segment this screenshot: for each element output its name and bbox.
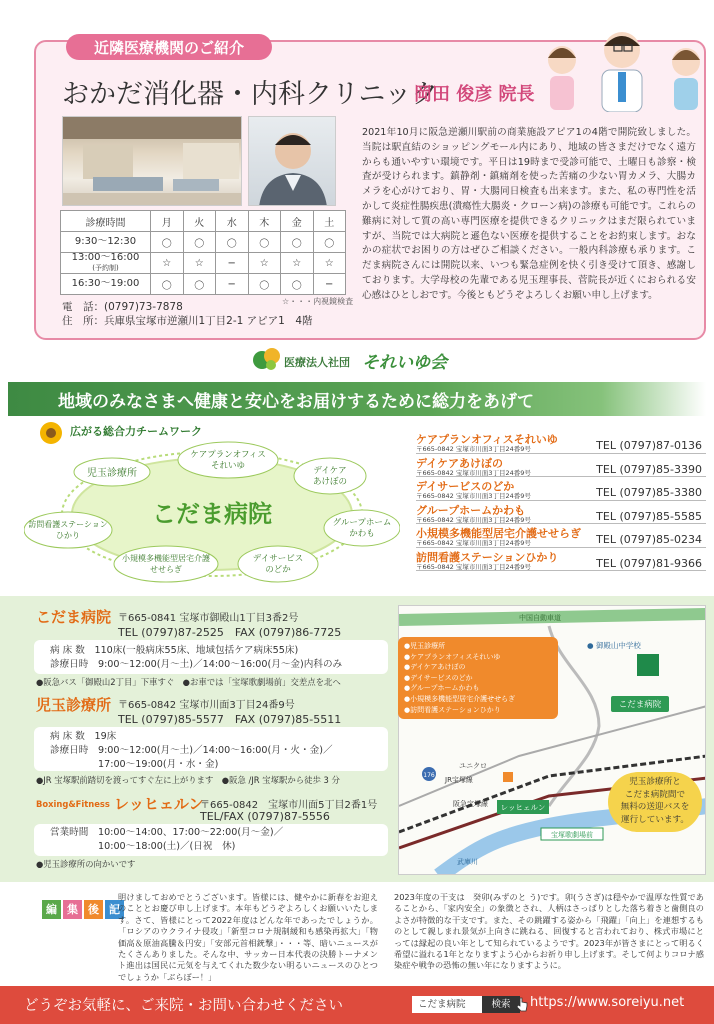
facility-item: [416, 524, 706, 548]
hours-mark: 〇: [151, 274, 184, 295]
diagram-node-label: デイケア: [313, 466, 347, 476]
doctor-portrait-photo: [248, 116, 336, 206]
hours-mark: ☆: [248, 253, 281, 274]
gym-hours-weekend: 10:00〜18:00(土)／(日祝 休): [98, 841, 236, 852]
hours-legend-note: ☆・・・内視鏡検査: [282, 297, 354, 306]
diagram-node: [178, 442, 278, 478]
diagram-node-label: デイサービス: [252, 554, 304, 564]
map-hankyu-label: 阪急宝塚線: [453, 800, 488, 808]
editor-tag-char: 編: [42, 900, 61, 919]
hours-header-cell: 木: [248, 211, 281, 232]
hours-mark: 〇: [216, 232, 249, 253]
clinic-doctor-name: 岡田 俊彦 院長: [414, 84, 535, 105]
facility-address: 〒665-0842 宝塚市川面3丁目24番9号: [416, 492, 531, 500]
kodama-details: [50, 644, 342, 672]
hours-time-cell: [61, 253, 151, 274]
nurse-left-illustration: [548, 46, 576, 110]
diagram-node-label: 小規模多機能型居宅介護: [122, 554, 210, 563]
diagram-node-label: グループホーム: [332, 518, 392, 528]
hours-mark: −: [313, 274, 346, 295]
hours-row: [61, 274, 346, 295]
hours-time: 13:00〜16:00: [71, 252, 140, 263]
clinic-address: 兵庫県宝塚市逆瀬川1丁目2-1 アピア1 4階: [104, 315, 313, 327]
map-uniqlo-label: ユニクロ: [459, 762, 487, 770]
facility-item: [416, 430, 706, 454]
pointer-hand-icon: [516, 996, 528, 1012]
hours-time-cell: [61, 274, 151, 295]
facility-item: [416, 501, 706, 525]
facility-tel[interactable]: TEL (0797)85-3380: [596, 486, 702, 499]
hours-mark: 〇: [151, 232, 184, 253]
map-list-item: ●訪問看護ステーションひかり: [404, 705, 501, 714]
corporation-type-label: 医療法人社団: [284, 356, 350, 369]
hours-time: 9:30〜12:30: [74, 236, 137, 247]
facility-tel[interactable]: TEL (0797)85-3390: [596, 462, 702, 476]
kojima-hours: 診療日時 9:00〜12:00(月〜土)／14:00〜16:00(月・火・金)／: [50, 745, 333, 756]
facility-tel[interactable]: TEL (0797)85-0234: [596, 533, 702, 546]
facility-item: [416, 454, 706, 478]
facility-address: 〒665-0842 宝塚市川面3丁目24番9号: [416, 445, 531, 453]
hours-mark: −: [216, 274, 249, 295]
map-hospital-label: こだま病院: [618, 700, 662, 710]
editor-note-title: [42, 898, 126, 919]
editor-note-right: 2023年度の干支は 癸卯(みずのと う)です。卯(うさぎ)は穏やかで温厚な性質であることから、「家内安全」の象徴とされ、人柄はさっぱりとした落ち着きと歯側良のよさが特徴的な干支です。また、その跳躍する姿から「飛躍」「向上」を連想するものとして親しまれ景気が上向きに跳ねる、回復すると言われており、株式市場にとっては縁起の良い年として知られているようです。2023年が皆さまにとって明るく希望に溢れる1年となりますよう心からお祈り申し上げます。そして何よりコロナ感染症や戦争の恐怖の無い年になりますように。: [394, 892, 704, 971]
footer-message: どうぞお気軽に、ご来院・お問い合わせください: [24, 998, 343, 1014]
shuttle-note-line: 運行しています。: [620, 814, 690, 825]
map-list-item: ●デイケアあけぼの: [404, 663, 466, 672]
diagram-center-label: こだま病院: [152, 500, 272, 528]
gym-hours-weekday: 営業時間 10:00〜14:00、17:00〜22:00(月〜金)／: [50, 827, 284, 838]
gym-type-label: Boxing&Fitness: [36, 799, 110, 809]
clinic-phone[interactable]: (0797)73-7878: [104, 301, 183, 313]
hours-header-cell: 金: [281, 211, 314, 232]
facility-tel[interactable]: TEL (0797)81-9366: [596, 556, 702, 570]
map-list-item: ●児玉診療所: [404, 642, 446, 650]
kojima-details: [50, 730, 333, 772]
clinic-phone-line: [62, 300, 313, 314]
search-button[interactable]: 検索: [482, 996, 520, 1013]
facility-name: ケアプランオフィスそれいゆ: [416, 433, 558, 446]
shuttle-note-line: 児玉診療所と: [629, 777, 681, 787]
gym-access: ●児玉診療所の向かいです: [36, 859, 136, 869]
facility-address: 〒665-0842 宝塚市川面3丁目24番9号: [416, 468, 531, 477]
hours-header-cell: 火: [183, 211, 216, 232]
clinic-contact: [62, 300, 313, 328]
hours-mark: 〇: [183, 232, 216, 253]
gym-tel-fax[interactable]: TEL/FAX (0797)87-5556: [200, 810, 330, 823]
editor-note-left: 明けましておめでとうございます。皆様には、健やかに新春をお迎えのこととお慶び申し上げます。本年もどうぞよろしくお願いいたします。さて、皆様にとって2022年度はどんな年であったでしょうか。「ロシアのウクライナ侵攻」「新型コロナ規制緩和も感染再拡大」「物価高＆原油高騰＆円安」「安部元首相銃撃」・・・等、暗いニュースがたくさんありました。そんな中、サッカー日本代表の決勝トーナメント進出は国民に元気を与えてくれた数少ない明るいニュースのひとつでしょうか「ぶらぼー！」: [118, 892, 378, 982]
kodama-access: ●阪急バス「御殿山2丁目」下車すぐ ●お車では「宝塚歌劇場前」交差点を北へ: [36, 677, 341, 687]
map-list-item: ●ケアプランオフィスそれいゆ: [404, 652, 501, 661]
website-url-link[interactable]: https://www.soreiyu.net: [530, 995, 685, 1010]
hours-row: [61, 253, 346, 274]
nurse-right-illustration: [672, 48, 700, 110]
map-list-item: ●小規模多機能型居宅介護せせらぎ: [404, 694, 516, 703]
facility-address: 〒665-0842 宝塚市川面3丁目24番9号: [416, 562, 531, 571]
hours-time-note: (予約制): [92, 264, 119, 272]
kojima-hours-evening: 17:00〜19:00(月・水・金): [98, 759, 219, 770]
hours-mark: ☆: [313, 253, 346, 274]
hours-time: 16:30〜19:00: [71, 278, 140, 289]
kojima-tel-fax[interactable]: TEL (0797)85-5577 FAX (0797)85-5511: [118, 713, 342, 726]
hours-mark: 〇: [248, 274, 281, 295]
map-school-label: ● 御殿山中学校: [587, 641, 641, 650]
hours-header-cell: 月: [151, 211, 184, 232]
facility-list: [416, 430, 706, 571]
mission-banner: 地域のみなさまへ健康と安心をお届けするために総力をあげて: [8, 382, 706, 416]
facility-address: 〒665-0842 宝塚市川面3丁目24番9号: [416, 539, 531, 547]
gym-name: レッヒェルン: [114, 795, 204, 813]
doctor-illustration: [602, 32, 642, 112]
diagram-node-label: 訪問看護ステーション: [28, 520, 108, 529]
map-theater-label: 宝塚歌劇場前: [551, 831, 593, 839]
hours-mark: −: [216, 253, 249, 274]
diagram-node-label: あけぼの: [312, 477, 348, 487]
hours-mark: 〇: [183, 274, 216, 295]
hours-header-row: [61, 211, 346, 232]
diagram-node-label: せせらぎ: [150, 565, 182, 574]
shuttle-note-line: 無料の送迎バスを: [620, 802, 690, 812]
facility-item: [416, 477, 706, 501]
map-facility-list: [398, 637, 558, 719]
diagram-node-label: かわも: [349, 529, 375, 539]
map-highway-label: 中国自動車道: [519, 614, 561, 622]
kodama-beds: 病 床 数 110床(一般病床55床、地域包括ケア病床55床): [50, 645, 299, 656]
hours-mark: 〇: [281, 274, 314, 295]
diagram-node-label: のどか: [265, 565, 291, 575]
gym-address: 〒665-0842 宝塚市川面5丁目2番1号: [200, 800, 378, 811]
diagram-node-label: 児玉診療所: [87, 468, 137, 479]
facility-address: 〒665-0842 宝塚市川面3丁目24番9号: [416, 515, 531, 524]
kodama-hospital-name: こだま病院: [36, 608, 112, 626]
hours-row: [61, 232, 346, 253]
hours-mark: ☆: [281, 253, 314, 274]
address-label: 住 所：: [62, 315, 104, 327]
editor-tag-char: 記: [105, 900, 124, 919]
clinic-hours-table: [60, 210, 346, 295]
facility-name: 訪問看護ステーションひかり: [416, 550, 559, 564]
diagram-node: [324, 510, 400, 546]
map-route-label: 176: [423, 772, 435, 779]
hours-mark: 〇: [313, 232, 346, 253]
clinic-description: 2021年10月に阪急逆瀬川駅前の商業施設アピア1の4階で開院致しました。当院は駅直結のショッピングモール内にあり、地域の皆さまだけでなく遠方からも通いやすい環境です。平日は19時まで受診可能で、土曜日も診察・検査が受けられます。鎮静剤・鎮痛剤を使った苦痛の少ない胃カメラ、大腸カメラを心がけており、胃・大腸同日検査も出来ます。また、私の専門性を活かして炎症性腸疾患(潰瘍性大腸炎・クローン病)の診療も可能です。これらの難病に対して質の高い専門医療を提供できるクリニックはまだ限られていますが、当院では大病院と遜色ない医療を提供することをお約束します。おなかの症状でお困りの方はぜひご相談ください。一般内科診療も承ります。こだま病院さんには開院以来、いつも緊急症例を快く引き受けて頂き、感謝しております。大学母校の先輩である児玉理事長、菅院長が近くにおられる安心感はひとしおです。今後ともどうぞよろしくお願い申し上げます。: [362, 127, 696, 301]
map-river-label: 武庫川: [457, 858, 478, 866]
hours-header-cell: 土: [313, 211, 346, 232]
phone-label: 電 話：: [62, 301, 104, 313]
hours-mark: 〇: [281, 232, 314, 253]
map-list-item: ●デイサービスのどか: [404, 673, 473, 682]
diagram-node-label: それいゆ: [210, 461, 246, 471]
hours-mark: ☆: [183, 253, 216, 274]
facility-name: グループホームかわも: [416, 503, 526, 517]
map-hospital-marker: [637, 654, 659, 676]
kodama-tel-fax[interactable]: TEL (0797)87-2525 FAX (0797)86-7725: [118, 626, 342, 639]
facility-item: [416, 548, 706, 572]
facility-name: 小規模多機能型居宅介護せせらぎ: [416, 527, 581, 540]
diagram-node: [74, 458, 150, 486]
hours-header-cell: 診療時間: [61, 211, 151, 232]
teamwork-diagram: [24, 438, 400, 586]
facility-name: デイケアあけぼの: [416, 456, 504, 470]
map-clinic-marker: [503, 772, 513, 782]
shuttle-note-line: こだま病院間で: [624, 789, 686, 800]
diagram-node: [24, 512, 112, 548]
search-input[interactable]: こだま病院: [412, 996, 482, 1013]
clinic-address-line: [62, 314, 313, 328]
diagram-node-label: ケアプランオフィス: [190, 450, 266, 460]
soreiyu-logo-icon: [252, 346, 282, 372]
hours-mark: ☆: [151, 253, 184, 274]
team-section-title: 広がる総合力チームワーク: [70, 425, 202, 438]
map-gym-label: レッヒェルン: [500, 803, 546, 812]
kodama-hours: 診療日時 9:00〜12:00(月〜土)／14:00〜16:00(月〜金)内科のみ: [50, 659, 343, 670]
editor-tag-char: 後: [84, 900, 103, 919]
kodama-address: 〒665-0841 宝塚市御殿山1丁目3番2号: [118, 613, 299, 624]
map-jr-label: JR宝塚線: [445, 776, 473, 784]
hours-time-cell: [61, 232, 151, 253]
shuttle-bus-note: [608, 772, 702, 832]
diagram-node-label: ひかり: [56, 531, 80, 540]
diagram-node: [114, 546, 218, 582]
kojima-clinic-name: 児玉診療所: [36, 696, 112, 714]
diagram-node: [238, 546, 318, 582]
kojima-access: ●JR 宝塚駅前踏切を渡ってすぐ左に上がります ●阪急 /JR 宝塚駅から徒歩 3 分: [36, 775, 340, 785]
editor-tag-char: 集: [63, 900, 82, 919]
facility-tel[interactable]: TEL (0797)87-0136: [596, 439, 702, 452]
clinic-section-tag: 近隣医療機関のご紹介: [66, 34, 272, 60]
kojima-beds: 病 床 数 19床: [50, 731, 117, 742]
kojima-address: 〒665-0842 宝塚市川面3丁目24番9号: [118, 700, 295, 711]
clinic-interior-photo: [62, 116, 242, 206]
staff-illustration: [540, 20, 710, 112]
hours-header-cell: 水: [216, 211, 249, 232]
corporation-name: それいゆ会: [362, 353, 447, 373]
hours-mark: 〇: [248, 232, 281, 253]
map-list-item: ●グループホームかわも: [404, 684, 480, 693]
clinic-name: おかだ消化器・内科クリニック: [62, 79, 439, 110]
gym-hours: [50, 826, 283, 854]
diagram-node: [294, 458, 366, 494]
facility-tel[interactable]: TEL (0797)85-5585: [596, 509, 702, 523]
facility-name: デイサービスのどか: [416, 480, 515, 493]
